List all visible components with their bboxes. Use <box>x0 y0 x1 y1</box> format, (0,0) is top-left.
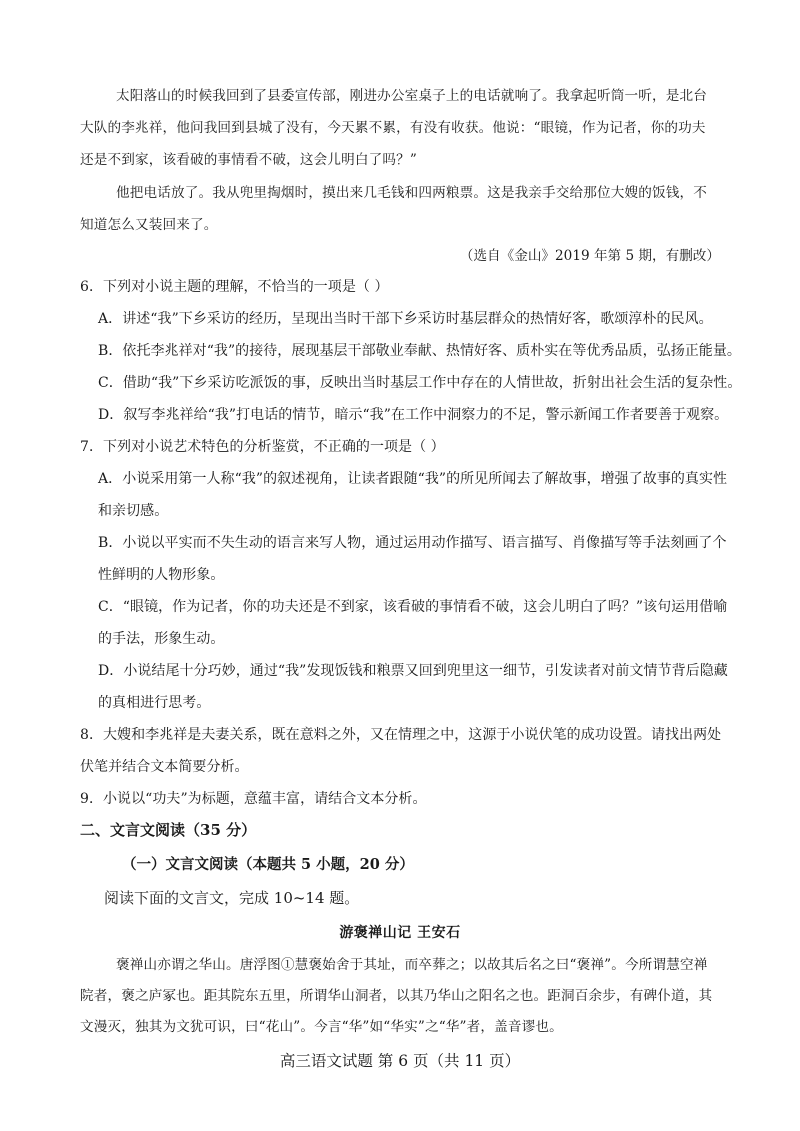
question-7-stem: 7．下列对小说艺术特色的分析鉴赏，不正确的一项是（ ） <box>80 439 445 455</box>
excerpt-line: 大队的李兆祥，他问我回到县城了没有，今天累不累，有没有收获。他说：“眼镜，作为记者，你的功夫 <box>80 120 706 136</box>
question-7-option-c: C．“眼镜，作为记者，你的功夫还是不到家，该看破的事情看不破，这会儿明白了吗？”该句运用借喻 <box>98 599 728 615</box>
question-7-option-b: B．小说以平实而不失生动的语言来写人物，通过运用动作描写、语言描写、肖像描写等手法刻画了个 <box>98 535 727 551</box>
question-7-option-c-cont: 的手法，形象生动。 <box>98 631 225 647</box>
question-8-cont: 伏笔并结合文本简要分析。 <box>80 759 249 775</box>
section-instruction: 阅读下面的文言文，完成 10~14 题。 <box>104 889 360 907</box>
page-footer: 高三语文试题 第 6 页（共 11 页） <box>279 1052 521 1070</box>
excerpt-line: 太阳落山的时候我回到了县委宣传部，刚进办公室桌子上的电话就响了。我拿起听筒一听，是北台 <box>116 88 707 104</box>
question-6-option-b: B．依托李兆祥对“我”的接待，展现基层干部敬业奉献、热情好客、质朴实在等优秀品质，弘扬正能量。 <box>98 343 741 359</box>
question-7-option-a-cont: 和亲切感。 <box>98 503 169 519</box>
classical-line: 院者，褒之庐冢也。距其院东五里，所谓华山洞者，以其乃华山之阳名之也。距洞百余步，有碑仆道，其 <box>80 988 713 1004</box>
question-7-option-d-cont: 的真相进行思考。 <box>98 695 211 711</box>
question-9: 9．小说以“功夫”为标题，意蕴丰富，请结合文本分析。 <box>80 791 427 807</box>
question-7-option-b-cont: 性鲜明的人物形象。 <box>98 567 225 583</box>
excerpt-line: 他把电话放了。我从兜里掏烟时，摸出来几毛钱和四两粮票。这是我亲手交给那位大嫂的饭钱，不 <box>116 185 707 201</box>
question-6-option-a: A．讲述“我”下乡采访的经历，呈现出当时干部下乡采访时基层群众的热情好客，歌颂淳朴的民风。 <box>98 311 713 327</box>
question-7-option-a: A．小说采用第一人称“我”的叙述视角，让读者跟随“我”的所见所闻去了解故事，增强了故事的真实性 <box>98 471 728 487</box>
excerpt-line: 还是不到家，该看破的事情看不破，这会儿明白了吗？” <box>80 152 417 168</box>
classical-line: 褒禅山亦谓之华山。唐浮图①慧褒始舍于其址，而卒葬之；以故其后名之曰“褒禅”。今所谓慧空禅 <box>116 957 708 973</box>
section-heading: 二、文言文阅读（35 分） <box>80 821 257 839</box>
excerpt-line: 知道怎么又装回来了。 <box>80 217 218 233</box>
question-6-stem: 6．下列对小说主题的理解，不恰当的一项是（ ） <box>80 279 389 295</box>
question-6-option-c: C．借助“我”下乡采访吃派饭的事，反映出当时基层工作中存在的人情世故，折射出社会生活的复杂性。 <box>98 375 742 391</box>
question-6-option-d: D．叙写李兆祥给“我”打电话的情节，暗示“我”在工作中洞察力的不足，警示新闻工作者要善于观察。 <box>98 407 729 423</box>
question-8: 8．大嫂和李兆祥是夫妻关系，既在意料之外，又在情理之中，这源于小说伏笔的成功设置。请找出两处 <box>80 727 722 743</box>
subsection-heading: （一）文言文阅读（本题共 5 小题，20 分） <box>122 856 414 873</box>
excerpt-source: （选自《金山》2019 年第 5 期，有删改） <box>459 248 720 264</box>
classical-title: 游褒禅山记 王安石 <box>339 925 461 941</box>
classical-line: 文漫灭，独其为文犹可识，曰“花山”。今言“华”如“华实”之“华”者，盖音谬也。 <box>80 1019 563 1035</box>
question-7-option-d: D．小说结尾十分巧妙，通过“我”发现饭钱和粮票又回到兜里这一细节，引发读者对前文情节背后隐藏 <box>98 663 728 679</box>
